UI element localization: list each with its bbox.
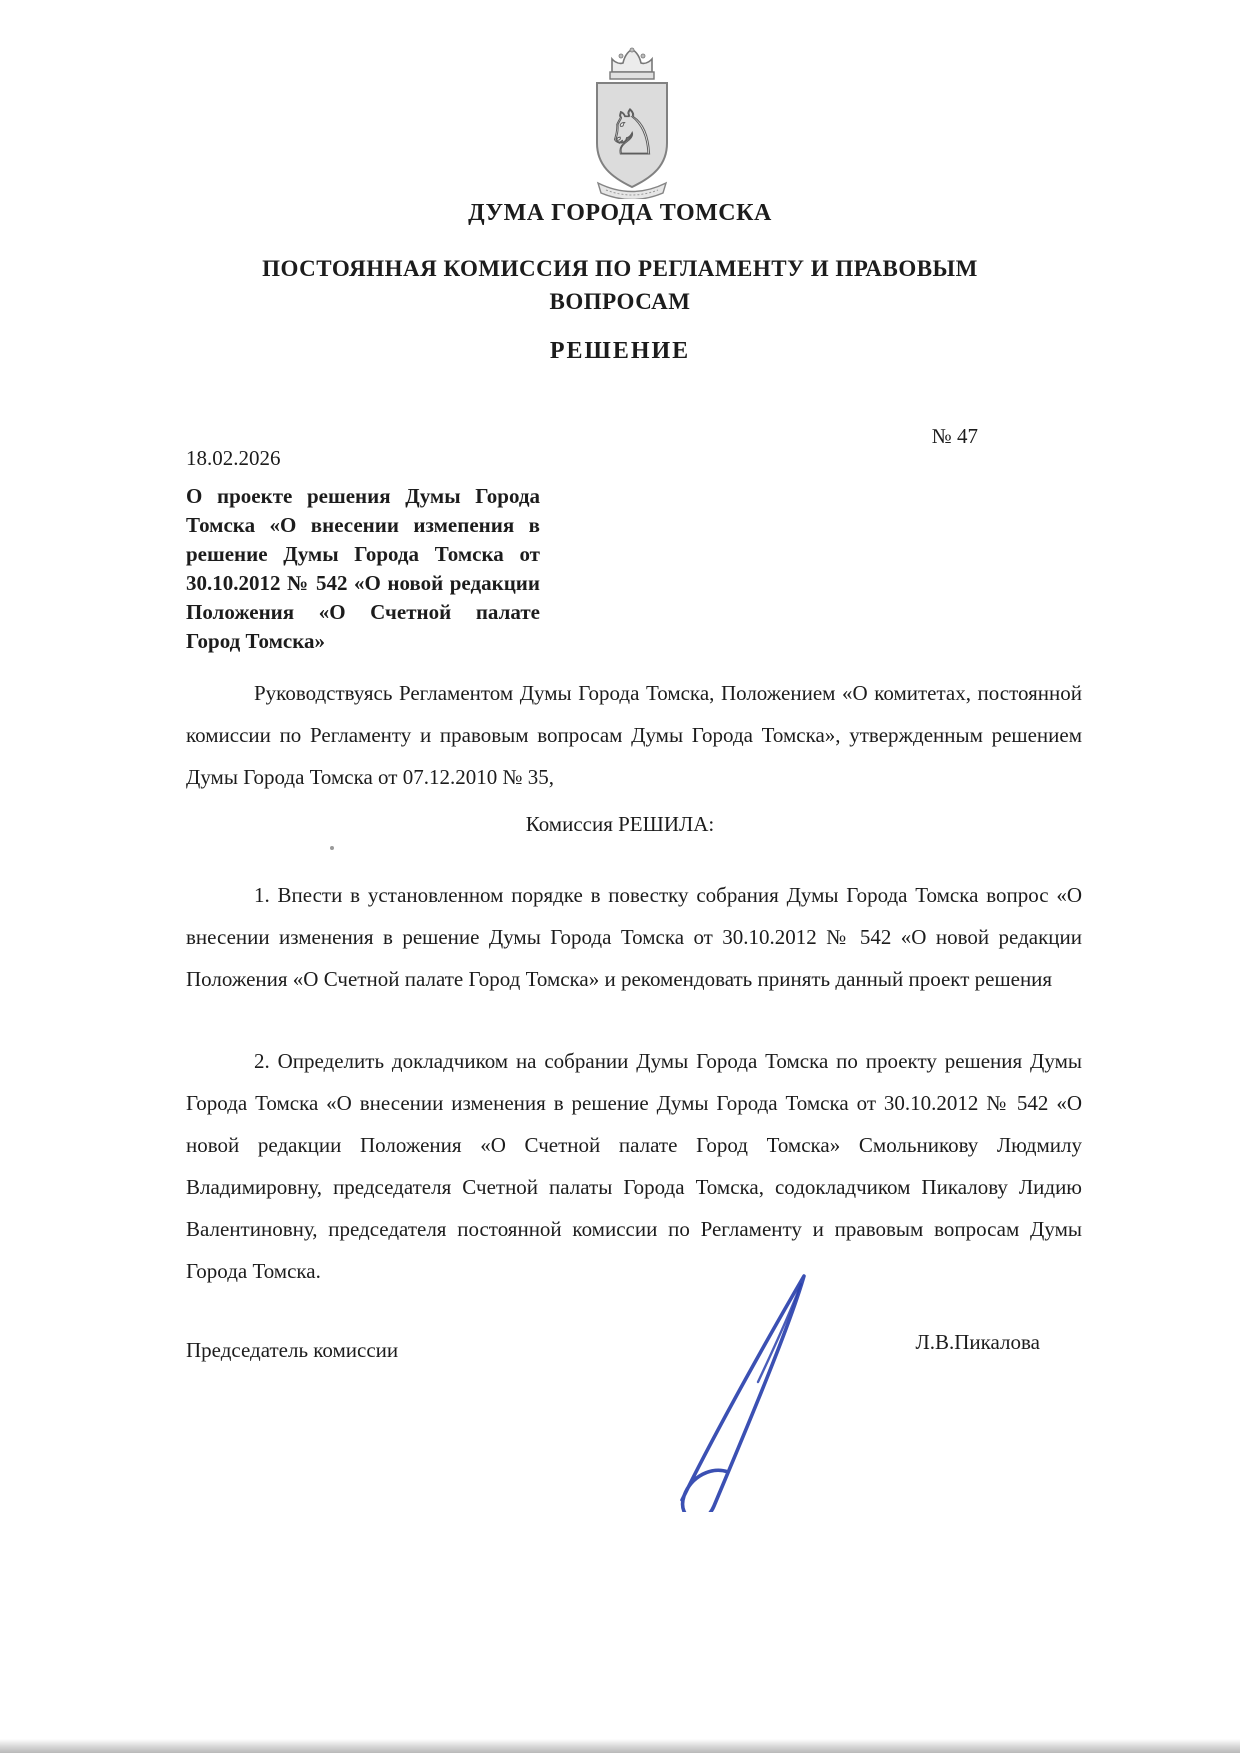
horse-icon: ♘: [604, 96, 660, 169]
resolution-header: Комиссия РЕШИЛА:: [525, 812, 715, 836]
handwritten-signature: [638, 1262, 858, 1512]
resolution-item-2: 2. Определить докладчиком на собрании Думы Города Томска по проекту решения Думы Города Томска «О внесении изменения в решение Думы Города Томска от 30.10.2012 № 542 «О новой редакции Положения «О Счетной палате Город Томска» Смольникову Людмилу Владимировну, председателя Счетной палаты Города Томска, содокладчиком Пикалову Лидию Валентиновну, председателя постоянной комиссии по Регламенту и правовым вопросам Думы Города Томска.: [186, 1049, 1082, 1283]
resolution-item-1: 1. Впести в установленном порядке в повестку собрания Думы Города Томска вопрос «О внесении изменения в решение Думы Города Томска от 30.10.2012 № 542 «О новой редакции Положения «О Счетной палате Город Томска» и рекомендовать принять данный проект решения: [186, 883, 1082, 991]
signer-title: Председатель комиссии: [186, 1338, 399, 1362]
doc-number: № 47: [931, 424, 978, 448]
signer-name: Л.В.Пикалова: [915, 1330, 1040, 1354]
doc-date: 18.02.2026: [186, 446, 281, 470]
doc-type-heading: РЕШЕНИЕ: [549, 338, 691, 364]
org-title: ДУМА ГОРОДА ТОМСКА: [468, 200, 772, 226]
scan-artifact-dot: [330, 846, 334, 850]
preamble-paragraph: Руководствуясь Регламентом Думы Города Томска, Положением «О комитетах, постоянной комиссии по Регламенту и правовым вопросам Думы Города Томска», утвержденным решением Думы Города Томска от 07.12.2010 № 35,: [186, 681, 1082, 789]
commission-title: ПОСТОЯННАЯ КОМИССИЯ ПО РЕГЛАМЕНТУ И ПРАВОВЫМ ВОПРОСАМ: [262, 256, 978, 315]
shield-icon: [597, 83, 667, 187]
doc-subject: О проекте решения Думы Города Томска «О внесении измепения в решение Думы Города Томска от 30.10.2012 № 542 «О новой редакции Положения «О Счетной палате Город Томска»: [186, 484, 540, 653]
crown-icon: [610, 48, 654, 79]
scan-bottom-edge: [0, 1739, 1240, 1753]
tomsk-coat-of-arms-icon: [572, 44, 692, 199]
